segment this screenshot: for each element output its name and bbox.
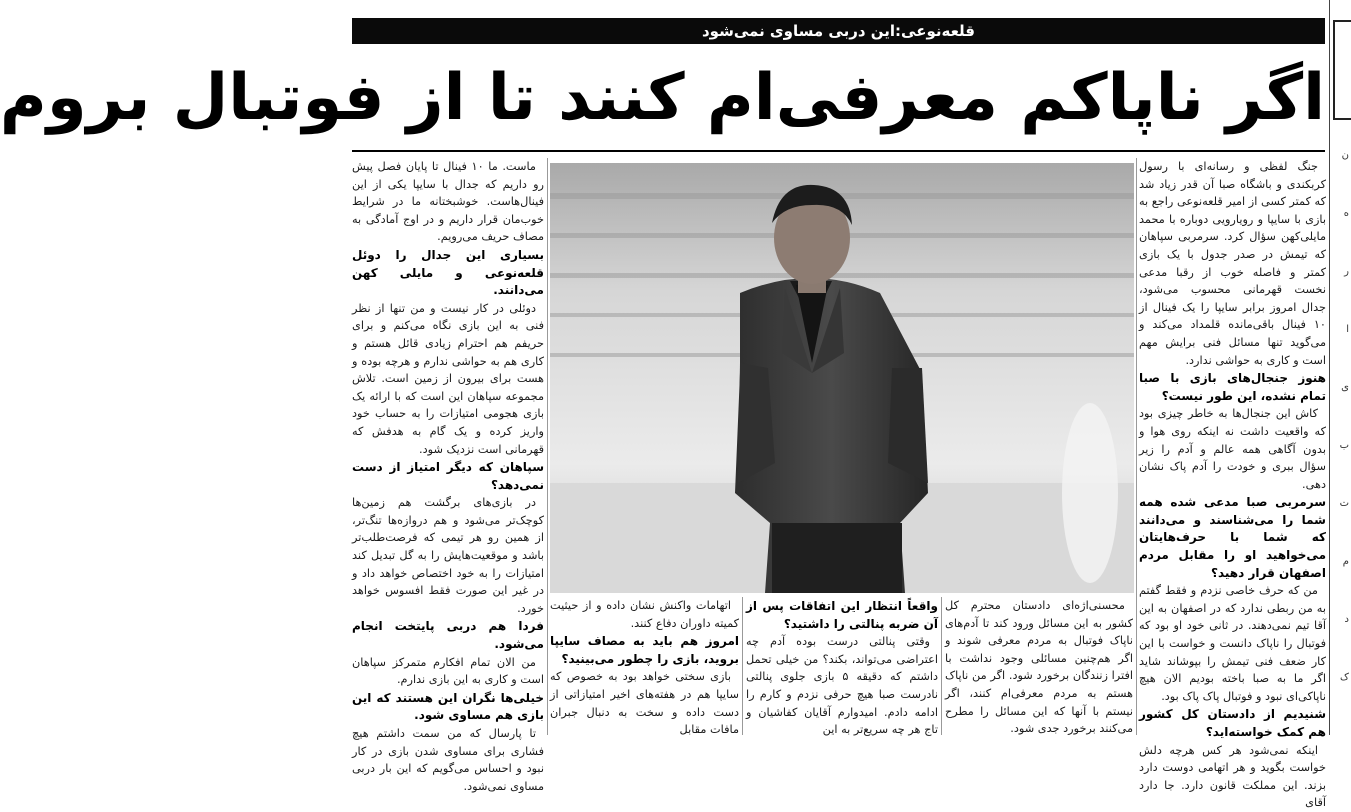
paragraph: جنگ لفظی و رسانه‌ای با رسول کربکندی و باشگاه صبا آن قدر زیاد شد که کمتر کسی از امیر قلعه‌نوعی راجع به بازی با سایپا و رویارویی دوباره با محمد مایلی‌کهن سؤال کرد. سرمربی سپاهان که تیمش در صدر جدول با یک بازی کمتر و فاصله خوب از رقبا مدعی نخست قهرمانی محسوب می‌شود، جدال امروز برابر سایپا را یک فینال از ۱۰ فینال باقی‌مانده قلمداد می‌کند و می‌گوید تنها مسائل فنی برایش مهم است و کاری به حواشی ندارد. (1139, 160, 1326, 367)
paragraph: اینکه نمی‌شود هر کس هرچه دلش خواست بگوید و هر اتهامی دوست دارد بزند. این مملکت قانون دارد. جا دارد آقای (1139, 743, 1326, 810)
article-column-bottom-1 (945, 597, 1133, 735)
paragraph: دوئلی در کار نیست و من تنها از نظر فنی به این بازی نگاه می‌کنم و برای حریفم هم احترام زیادی قائل هستم و کاری هم به حواشی ندارم و هرچه بوده و هست برای بیرون از زمین است. تلاش مجموعه سپاهان این است که با ارائه یک بازی هجومی امتیازات را به حساب خود واریز کرده و یک گام به هدفش که قهرمانی است نزدیک شود. (352, 301, 544, 456)
adjacent-text-fragment: ر (1344, 266, 1349, 277)
photo-coach (550, 163, 1134, 593)
paragraph: من که حرف خاصی نزدم و فقط گفتم به من ربطی ندارد که در اصفهان به این آقا تیم نمی‌دهند. در ثانی خود او بود که فوتبال را ناپاک دانست و خواست با این کار ضعف فنی تیمش را بپوشاند شاید اگر ما به صبا باخته بودیم الان هیچ ناپاکی‌ای نبود و فوتبال پاک پاک بود. (1139, 584, 1326, 703)
paragraph: کاش این جنجال‌ها به خاطر چیزی بود که واقعیت داشت نه اینکه روی هوا و بدون آگاهی همه عالم و آدم را زیر سؤال ببری و خودت را آدم پاک نشان دهی. (1139, 407, 1326, 491)
interview-question: خیلی‌ها نگران این هستند که این بازی هم مساوی شود. (352, 690, 544, 723)
column-divider (742, 597, 743, 735)
column-divider (547, 158, 548, 735)
interview-question: شنیدیم از دادستان کل کشور هم کمک خواسته‌اید؟ (1139, 707, 1326, 739)
paragraph: بازی سختی خواهد بود به خصوص که سایپا هم در هفته‌های اخیر امتیازاتی از دست داده و سخت به دنبال جبران مافات مقابل (550, 670, 739, 737)
interview-question: هنوز جنجال‌های بازی با صبا تمام نشده، این طور نیست؟ (1139, 371, 1326, 403)
adjacent-text-fragment: ن (1341, 150, 1349, 161)
article-column-bottom-2 (746, 597, 938, 735)
adjacent-text-fragment: د (1344, 614, 1349, 625)
interview-question: فردا هم دربی پایتخت انجام می‌شود. (352, 619, 544, 652)
paragraph: اتهامات واکنش نشان داده و از حیثیت کمیته داوران دفاع کنند. (550, 599, 739, 630)
headline-rule (352, 150, 1325, 152)
interview-question: امروز هم باید به مصاف سایپا بروید، بازی را چطور می‌بینید؟ (550, 634, 739, 666)
interview-question: بسیاری این جدال را دوئل قلعه‌نوعی و مایلی کهن می‌دانند. (352, 247, 544, 298)
adjacent-text-fragment: م (1342, 556, 1349, 567)
paragraph: در بازی‌های برگشت هم زمین‌ها کوچک‌تر می‌شود و هم دروازه‌ها تنگ‌تر، از همین رو هر تیمی که فرصت‌طلب‌تر باشد و موقعیت‌هایش را به گل تبدیل کند امتیازات را به خود اختصاص خواهد داد و در غیر این صورت فقط افسوس خواهد خورد. (352, 496, 544, 615)
article-column-right (1139, 158, 1326, 810)
column-divider (1136, 158, 1137, 735)
article-column-bottom-3 (550, 597, 739, 735)
paragraph: تا پارسال که من سمت داشتم هیچ فشاری برای مساوی شدن بازی در کار نبود و احساس می‌گویم که این بار دربی مساوی نمی‌شود. (352, 727, 544, 793)
adjacent-text-fragment: ه (1343, 208, 1349, 219)
adjacent-text-fragment: ک (1340, 672, 1349, 683)
paragraph: وقتی پنالتی درست بوده آدم چه اعتراضی می‌تواند، بکند؟ من خیلی تحمل داشتم که دقیقه ۵ بازی جلوی پنالتی نادرست صبا هیچ حرفی نزدم و کارم را ادامه دادم. امیدوارم آقایان کفاشیان و تاج هر چه سریع‌تر به این (746, 635, 938, 737)
adjacent-text-fragment: ت (1339, 498, 1349, 509)
adjacent-text-fragment: ی (1341, 382, 1349, 393)
column-divider (941, 597, 942, 735)
paragraph: محسنی‌اژه‌ای دادستان محترم کل کشور به این مسائل ورود کند تا آدم‌های ناپاک فوتبال به مردم معرفی شوند و اگر هم‌چنین مسائلی وجود نداشت با افترا زنندگان برخورد شود. اگر من ناپاک هستم به مردم معرفی‌ام کنند، اگر نیستم با آنها که این مسائل را مطرح می‌کنند برخورد جدی شود. (945, 599, 1133, 736)
interview-question: سپاهان که دیگر امتیاز از دست نمی‌دهد؟ (352, 460, 544, 492)
adjacent-box-border (1333, 20, 1351, 120)
paragraph: من الان تمام افکارم متمرکز سپاهان است و کاری به این بازی ندارم. (352, 655, 544, 687)
adjacent-text-fragment: ب (1339, 440, 1349, 451)
kicker-bar: قلعه‌نوعی:این دربی مساوی نمی‌شود (352, 18, 1325, 44)
adjacent-page-strip (1329, 0, 1351, 735)
headline: اگر ناپاکم معرفی‌ام کنند تا از فوتبال بروم (0, 61, 1325, 135)
interview-question: واقعاً انتظار این اتفاقات پس از آن ضربه پنالتی را داشتید؟ (746, 599, 938, 631)
paragraph: ماست. ما ۱۰ فینال تا پایان فصل پیش رو داریم که جدال با سایپا یکی از این فینال‌هاست. خوشبختانه ما در شرایط خوب‌مان قرار داریم و در اوج آمادگی به مصاف حریف می‌رویم. (352, 160, 544, 244)
article-column-left (352, 158, 544, 793)
interview-question: سرمربی صبا مدعی شده همه شما را می‌شناسند و می‌دانند که شما با حرف‌هایتان می‌خواهید او را مقابل مردم اصفهان قرار دهید؟ (1139, 495, 1326, 580)
adjacent-text-fragment: ا (1346, 324, 1349, 335)
